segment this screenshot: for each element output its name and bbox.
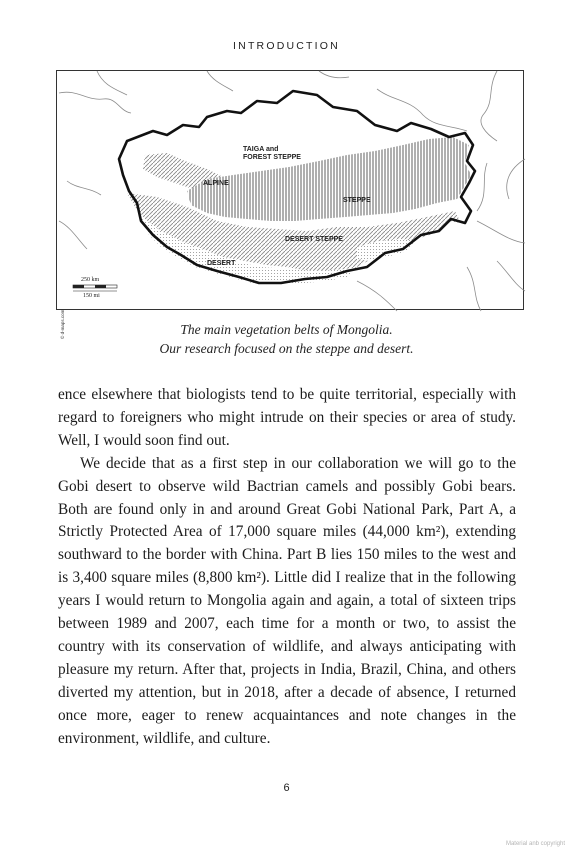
label-taiga-line1: TAIGA and [243,146,279,153]
body-text [58,384,516,751]
scale-km-label: 250 km [81,277,100,283]
map-graphic [57,71,525,311]
copyright-note: Material anb copyright [505,841,565,847]
label-steppe: STEPPE [343,197,371,204]
label-alpine: ALPINE [203,180,229,187]
running-head: INTRODUCTION [233,40,340,52]
scale-bar [73,285,117,291]
paragraph-1: ence elsewhere that biologists tend to be quite territorial, especially with regard to foreigners who might intrude on their species or area of study. Well, I would soon find out. [58,386,516,449]
figure-caption [0,320,573,358]
page-number: 6 [283,782,290,794]
caption-line-2: Our research focused on the steppe and desert. [159,341,414,356]
paragraph-2: We decide that as a first step in our collaboration we will go to the Gobi desert to observe wild Bactrian camels and possibly Gobi bears. Both are found only in and around Great Gobi National Park, Part A, a Strictly Protected Area of 17,000 square miles (44,000 km²), extending southward to the border with China. Part B lies 150 miles to the west and is 3,400 square miles (8,800 km²). Little did I realize that in the following years I would return to Mongolia again and again, a total of sixteen trips between 1989 and 2007, each time for a month or two, to assist the country with its conservation of wildlife, and always anticipating with pleasure my return. After that, projects in India, Brazil, China, and others diverted my attention, but in 2018, after a decade of absence, I returned once more, eager to renew acquaintances and note changes in the environment, wildlife, and culture. [58,454,516,747]
caption-line-1: The main vegetation belts of Mongolia. [180,322,393,337]
label-desert: DESERT [207,260,236,267]
label-taiga-line2: FOREST STEPPE [243,154,301,161]
label-desert-steppe: DESERT STEPPE [285,236,343,243]
scale-mi-label: 150 mi [83,293,100,299]
map-credit: © d-maps.com [60,309,65,339]
